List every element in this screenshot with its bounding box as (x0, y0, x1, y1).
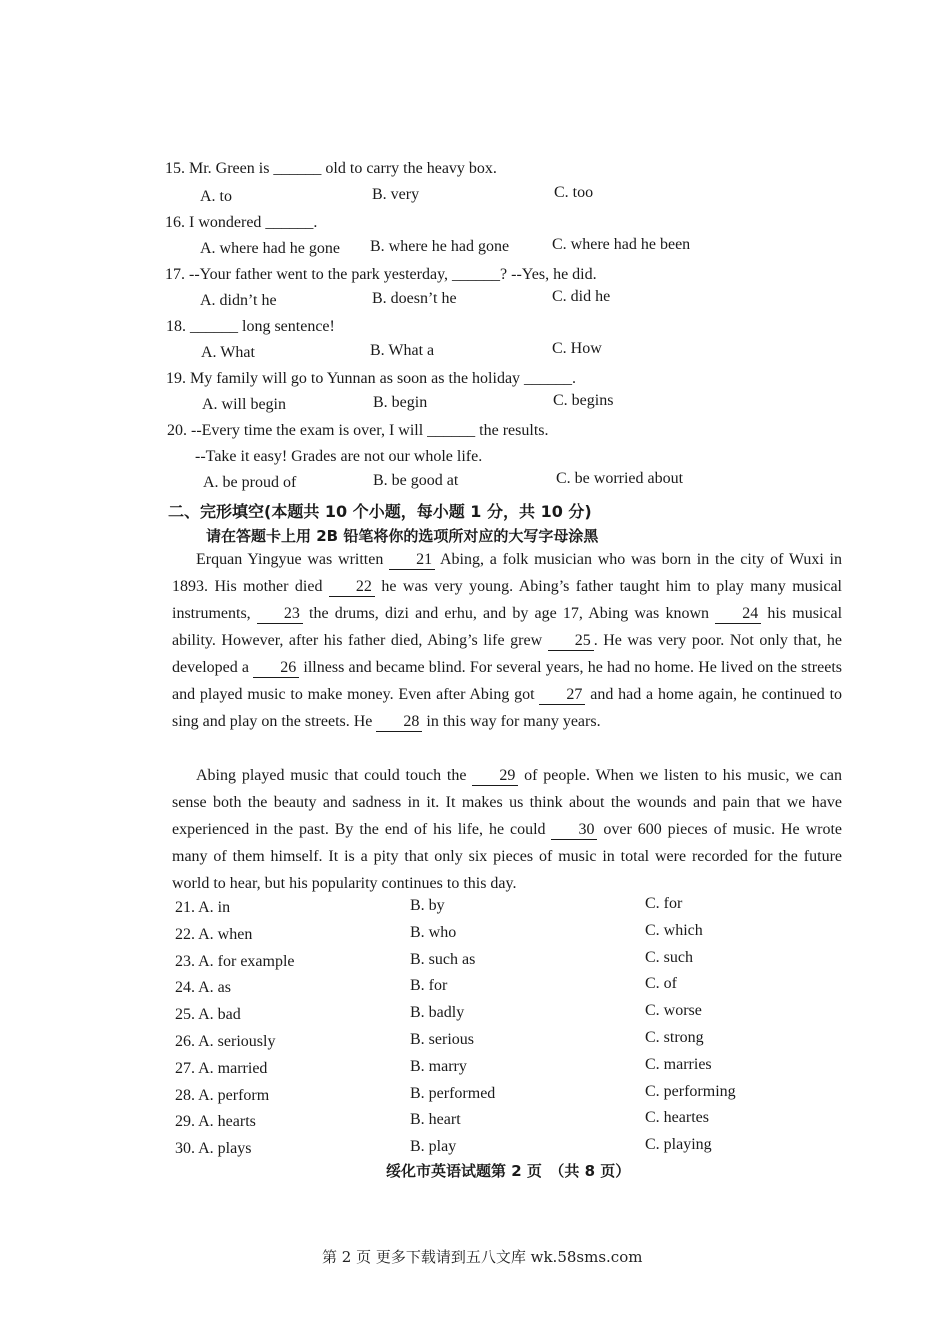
cloze-option-c: C. strong (645, 1029, 704, 1046)
section-instruction: 请在答题卡上用 2B 铅笔将你的选项所对应的大写字母涂黑 (206, 527, 599, 545)
cloze-option-b: B. marry (410, 1057, 467, 1075)
cloze-option-a: 29. A. hearts (175, 1113, 256, 1131)
cloze-option-c: C. heartes (645, 1109, 709, 1127)
blank-30: 30 (551, 821, 597, 840)
option-b: B. where he had gone (370, 238, 510, 255)
cloze-option-c: C. performing (645, 1082, 736, 1100)
question-stem: 19. My family will go to Yunnan as soon as the holiday ______. (166, 370, 577, 387)
cloze-option-a: 21. A. in (175, 899, 231, 916)
passage-text: and had a home again, he continued to sing and play on the streets. He (172, 686, 843, 730)
question-stem-reply: --Take it easy! Grades are not our whole life. (195, 448, 483, 465)
passage-paragraph-1 (172, 546, 842, 735)
passage-paragraph-2 (172, 762, 842, 897)
cloze-option-c: C. marries (645, 1055, 712, 1073)
question-stem: 20. --Every time the exam is over, I will ______ the results. (167, 422, 549, 439)
option-b: B. be good at (373, 472, 459, 489)
option-c: C. too (554, 184, 594, 201)
option-b: B. very (372, 186, 420, 203)
question-stem: 18. ______ long sentence! (166, 318, 335, 335)
passage-text: of people. When we listen to his music, we can sense both the beauty and sadness in it. It makes us think about the wounds and pain that we have experienced in the past. By the end of his life, he could (172, 767, 843, 838)
cloze-option-a: 22. A. when (175, 925, 253, 943)
cloze-option-c: C. worse (645, 1002, 702, 1020)
option-c: C. where had he been (552, 236, 691, 253)
cloze-option-b: B. play (410, 1138, 457, 1156)
blank-29: 29 (472, 767, 518, 786)
cloze-option-c: C. playing (645, 1136, 712, 1154)
option-a: A. didn’t he (200, 292, 277, 309)
cloze-option-c: C. such (645, 948, 693, 966)
option-a: A. What (201, 344, 255, 361)
blank-23: 23 (257, 605, 303, 624)
passage-text: he was very young. Abing’s father taught him to play many musical instruments, (172, 578, 843, 622)
passage-text: in this way for many years. (422, 713, 601, 730)
cloze-option-b: B. serious (410, 1031, 474, 1048)
option-c: C. be worried about (556, 470, 684, 487)
option-b: B. begin (373, 394, 428, 411)
option-b: B. doesn’t he (372, 290, 457, 307)
cloze-option-b: B. heart (410, 1111, 461, 1129)
blank-24: 24 (715, 605, 761, 624)
passage-text: his musical ability. However, after his father died, Abing’s life grew (172, 605, 843, 649)
cloze-option-a: 28. A. perform (175, 1086, 270, 1104)
option-c: C. begins (553, 392, 614, 409)
blank-26: 26 (253, 659, 299, 678)
option-a: A. will begin (202, 396, 286, 413)
question-stem: 15. Mr. Green is ______ old to carry the heavy box. (165, 160, 497, 177)
blank-22: 22 (329, 578, 375, 597)
passage-text: the drums, dizi and erhu, and by age 17, Abing was known (302, 605, 716, 622)
cloze-option-c: C. for (645, 895, 683, 912)
cloze-option-a: 23. A. for example (175, 952, 295, 970)
passage-text: Erquan Yingyue was written (196, 551, 390, 568)
cloze-option-b: B. for (410, 977, 448, 995)
option-c: C. How (552, 340, 602, 357)
cloze-option-b: B. who (410, 923, 457, 941)
option-b: B. What a (370, 342, 435, 359)
cloze-option-c: C. of (645, 975, 677, 993)
passage-text: Abing, a folk musician who was born in the city of Wuxi in 1893. His mother died (172, 551, 842, 595)
question-stem: 17. --Your father went to the park yesterday, ______? --Yes, he did. (165, 266, 597, 283)
cloze-option-c: C. which (645, 921, 703, 939)
cloze-option-b: B. by (410, 897, 445, 914)
cloze-option-a: 27. A. married (175, 1059, 268, 1077)
blank-25: 25 (548, 632, 594, 651)
option-a: A. be proud of (203, 474, 297, 491)
passage-text: . He was very poor. Not only that, he developed a (172, 632, 843, 676)
cloze-option-b: B. such as (410, 950, 476, 968)
cloze-option-b: B. badly (410, 1004, 465, 1022)
cloze-option-a: 25. A. bad (175, 1006, 241, 1024)
blank-28: 28 (376, 713, 422, 732)
cloze-option-a: 24. A. as (175, 979, 231, 997)
option-a: A. where had he gone (200, 240, 340, 257)
section-title: 二、完形填空(本题共 10 个小题，每小题 1 分，共 10 分) (168, 502, 592, 521)
site-footer: 第 2 页 更多下载请到五八文库 wk.58sms.com (322, 1248, 643, 1266)
passage-text: illness and became blind. For several years, he had no home. He lived on the streets and played music to make money. Even after Abing got (172, 659, 842, 703)
cloze-option-a: 30. A. plays (175, 1140, 252, 1158)
option-a: A. to (200, 188, 232, 205)
passage-text: over 600 pieces of music. He wrote many of them himself. It is a pity that only six pieces of music in total were recorded for the future world to hear, but his popularity continues to this day. (172, 821, 842, 892)
question-stem: 16. I wondered ______. (165, 214, 318, 231)
cloze-option-a: 26. A. seriously (175, 1033, 276, 1050)
page-footer: 绥化市英语试题第 2 页 （共 8 页） (386, 1162, 631, 1180)
blank-27: 27 (539, 686, 585, 705)
passage-text: Abing played music that could touch the (196, 767, 473, 784)
cloze-option-b: B. performed (410, 1084, 496, 1102)
option-c: C. did he (552, 288, 611, 305)
blank-21: 21 (389, 551, 435, 570)
